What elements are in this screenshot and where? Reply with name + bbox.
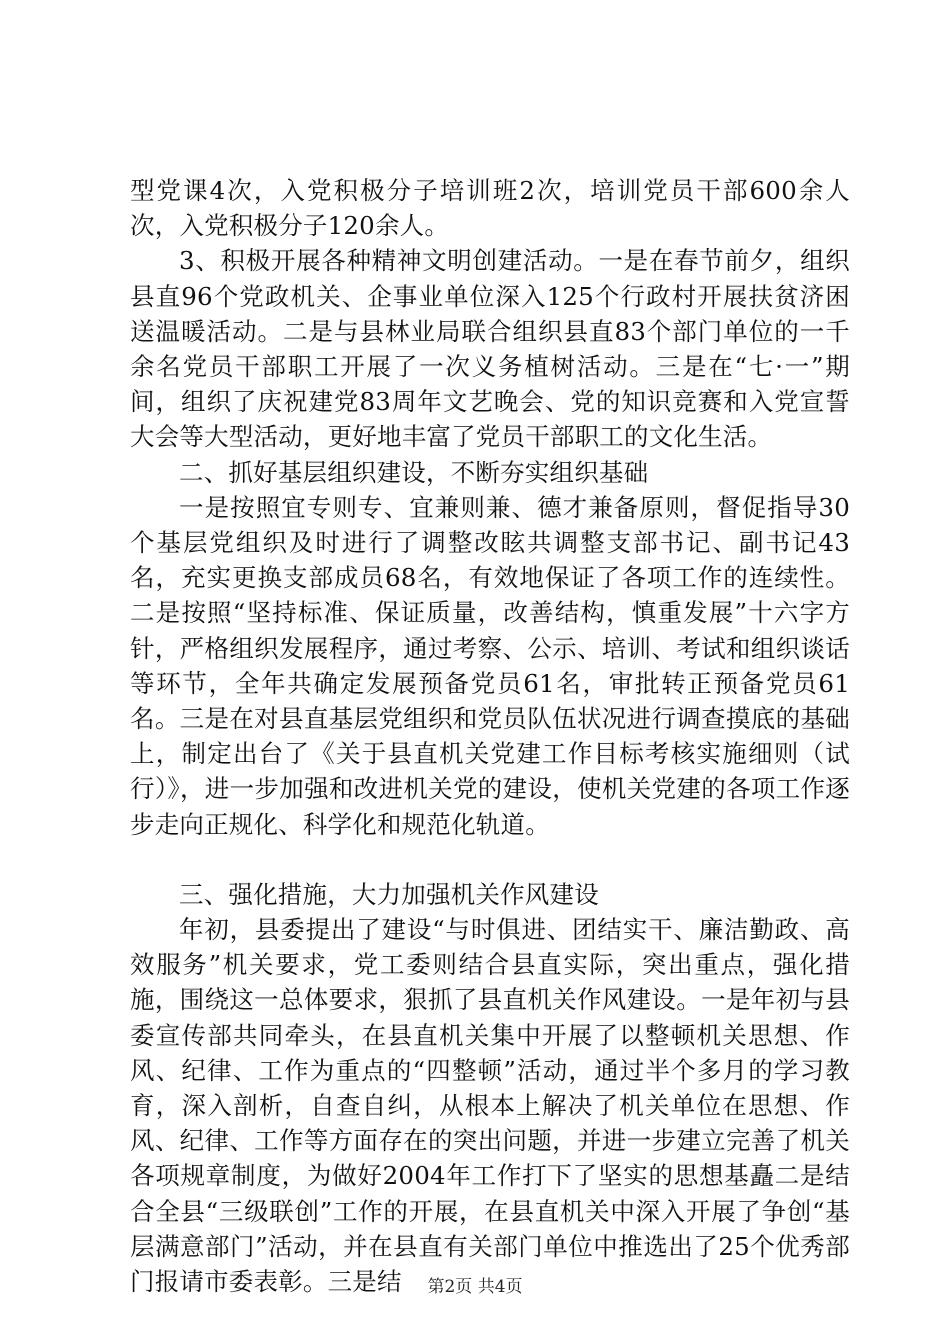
paragraph-work-style: 年初，县委提出了建设“与时俱进、团结实干、廉洁勤政、高效服务”机关要求，党工委则结合县直实际，突出重点，强化措施，围绕这一总体要求，狠抓了县直机关作风建设。一是年初与县委宣传部共同牵头，在县直机关集中开展了以整顿机关思想、作风、纪律、工作为重点的“四整顿”活动，通过半个多月的学习教育，深入剖析，自查自纠，从根本上解决了机关单位在思想、作风、纪律、工作等方面存在的突出问题，并进一步建立完善了机关各项规章制度，为做好2004年工作打下了坚实的思想基矗二是结合全县“三级联创”工作的开展，在县直机关中深入开展了争创“基层满意部门”活动，并在县直有关部门单位中推选出了25个优秀部门报请市委表彰。三是结 [130,915,850,1297]
paragraph-continuation: 型党课4次，入党积极分子培训班2次，培训党员干部600余人次，入党积极分子120余人。 [130,176,850,241]
page-number-footer: 第2页 共4页 [427,1277,523,1297]
section-heading-3: 三、强化措施，大力加强机关作风建设 [179,879,599,909]
paragraph-gap [130,842,850,877]
paragraph-grassroots-organization: 一是按照宜专则专、宜兼则兼、德才兼备原则，督促指导30个基层党组织及时进行了调整改眩共调整支部书记、副书记43名，充实更换支部成员68名，有效地保证了各项工作的连续性。二是按照“坚持标准、保证质量，改善结构，慎重发展”十六字方针，严格组织发展程序，通过考察、公示、培训、考试和组织谈话等环节，全年共确定发展预备党员61名，审批转正预备党员61名。三是在对县直基层党组织和党员队伍状况进行调查摸底的基础上，制定出台了《关于县直机关党建工作目标考核实施细则（试行）》，进一步加强和改进机关党的建设，使机关党建的各项工作逐步走向正规化、科学化和规范化轨道。 [130,492,850,839]
section-heading-2: 二、抓好基层组织建设，不断夯实组织基础 [179,457,649,487]
paragraph-civilization-activities: 3、积极开展各种精神文明创建活动。一是在春节前夕，组织县直96个党政机关、企事业单位深入125个行政村开展扶贫济困送温暖活动。二是与县林业局联合组织县直83个部门单位的一千余名党员干部职工开展了一次义务植树活动。三是在“七·一”期间，组织了庆祝建党83周年文艺晚会、党的知识竞赛和入党宣誓大会等大型活动，更好地丰富了党员干部职工的文化生活。 [130,246,850,452]
document-body [130,173,850,1299]
